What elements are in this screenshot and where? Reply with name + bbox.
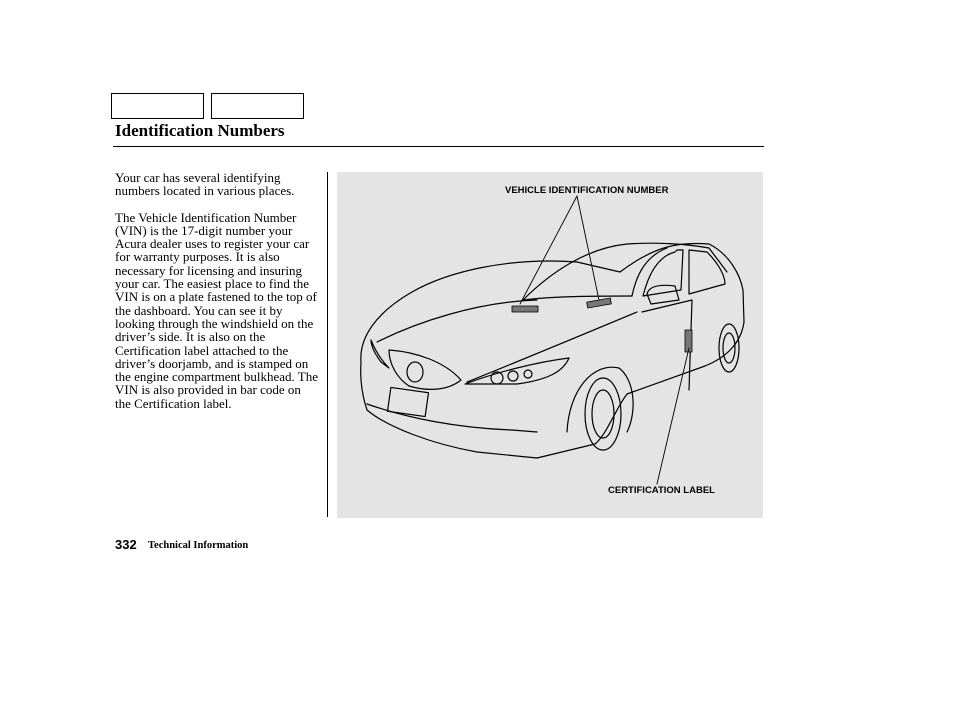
rear-side-window (689, 250, 725, 294)
windshield-base (523, 296, 632, 300)
vin-callout-label: VEHICLE IDENTIFICATION NUMBER (505, 185, 669, 196)
front-side-window (643, 250, 683, 296)
hood-crease-right (467, 312, 637, 382)
section-name: Technical Information (148, 540, 249, 551)
left-headlight (371, 340, 389, 368)
license-plate (388, 387, 429, 416)
door-line (642, 300, 692, 390)
body-text (115, 171, 320, 423)
fog-light (508, 371, 518, 381)
vin-leader-line (577, 196, 599, 300)
rear-wheel (719, 324, 739, 372)
column-divider (327, 172, 328, 517)
certification-callout-label: CERTIFICATION LABEL (608, 485, 715, 496)
grille (389, 350, 461, 389)
page-title: Identification Numbers (115, 121, 285, 140)
nav-tab-box[interactable] (211, 93, 304, 119)
acura-logo (407, 362, 423, 382)
front-wheel (585, 378, 621, 450)
fog-light (524, 370, 532, 378)
title-divider (113, 146, 764, 147)
car-illustration (337, 172, 763, 518)
vin-paragraph: The Vehicle Identification Number (VIN) is the 17-digit number your Acura dealer uses to register your car for warranty purposes. It is also necessary for licensing and insuring your car. The easiest place to find the VIN is on a plate fastened to the top of the dashboard. You can see it by looking through the windshield on the driver’s side. It is also on the Certification label attached to the driver’s doorjamb, and is stamped on the engine compartment bulkhead. The VIN is also provided in bar code on the Certification label. (115, 209, 318, 411)
nav-tab-box[interactable] (111, 93, 204, 119)
car-drawing (337, 172, 763, 518)
page-number: 332 (115, 537, 137, 552)
intro-paragraph: Your car has several identifying numbers located in various places. (115, 170, 295, 199)
vin-plate-marker (512, 306, 538, 312)
rear-wheel-hub (723, 333, 735, 363)
cert-leader-line (657, 348, 689, 484)
front-wheel-hub (592, 390, 614, 438)
front-bumper (367, 404, 537, 432)
vin-leader-line (520, 196, 577, 304)
